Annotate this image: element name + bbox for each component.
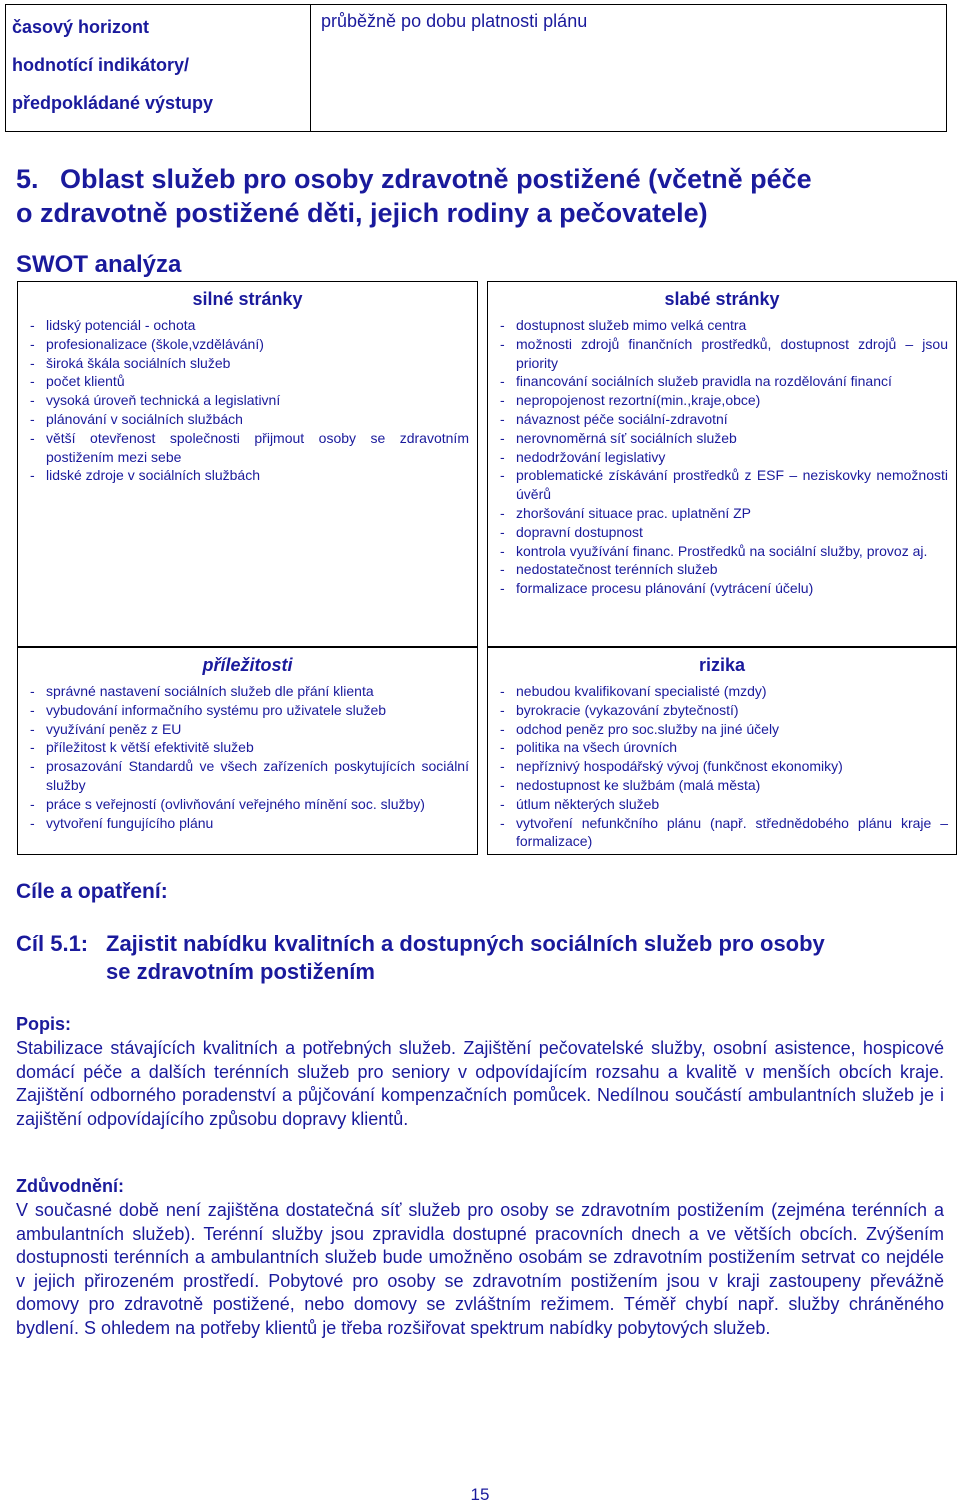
threat-item: - byrokracie (vykazování zbytečností) [500, 701, 948, 720]
zduvodneni-label: Zdůvodnění: [16, 1176, 124, 1196]
weakness-item: - zhoršování situace prac. uplatnění ZP [500, 504, 948, 523]
threat-item: - nepříznivý hospodářský vývoj (funkčnost ekonomiky) [500, 757, 948, 776]
outputs-label: předpokládané výstupy [12, 93, 214, 113]
goal-title-line2: se zdravotním postižením [106, 959, 375, 984]
swot-title: SWOT analýza [16, 251, 182, 278]
page-number: 15 [470, 1485, 490, 1504]
strength-item: - vysoká úroveň technická a legislativní [30, 391, 469, 410]
weakness-item: - nepropojenost rezortní(min.,kraje,obce) [500, 391, 948, 410]
strengths-box [17, 281, 478, 647]
header-right-cell: průběžně po dobu platnosti plánu [311, 5, 947, 132]
section-number: 5. [16, 164, 39, 194]
weakness-item: - formalizace procesu plánování (vytrácení účelu) [500, 579, 948, 598]
header-table [5, 4, 947, 132]
strength-item: - lidský potenciál - ochota [30, 316, 469, 335]
opportunities-box [17, 647, 478, 855]
strengths-title: silné stránky [192, 289, 303, 309]
threat-item: - útlum některých služeb [500, 795, 948, 814]
threats-list [488, 678, 956, 851]
goal-5-1 [16, 930, 946, 986]
opportunity-item: - vytvoření fungujícího plánu [30, 814, 469, 833]
weakness-item: - nerovnoměrná síť sociálních služeb [500, 429, 948, 448]
weaknesses-list [488, 312, 956, 598]
weakness-item: - možnosti zdrojů finančních prostředků, dostupnost zdrojů – jsou priority [500, 335, 948, 373]
opportunities-title: příležitosti [202, 655, 293, 675]
weakness-item: - dostupnost služeb mimo velká centra [500, 316, 948, 335]
goals-heading: Cíle a opatření: [16, 880, 168, 903]
goal-label: Cíl 5.1: [16, 931, 89, 956]
strength-item: - počet klientů [30, 372, 469, 391]
section-title-line2: o zdravotně postižené děti, jejich rodiny a pečovatele) [16, 198, 708, 228]
threats-title: rizika [698, 655, 746, 675]
header-left-cell [6, 5, 311, 132]
weakness-item: - dopravní dostupnost [500, 523, 948, 542]
opportunity-item: - příležitost k větší efektivitě služeb [30, 738, 469, 757]
section-title-line1: Oblast služeb pro osoby zdravotně postižené (včetně péče [60, 164, 812, 194]
threat-item: - vytvoření nefunkčního plánu (např. střednědobého plánu kraje – formalizace) [500, 814, 948, 852]
strength-item: - profesionalizace (škole,vzdělávání) [30, 335, 469, 354]
weakness-item: - financování sociálních služeb pravidla na rozdělování financí [500, 372, 948, 391]
time-horizon-label: časový horizont [12, 17, 150, 37]
opportunity-item: - správné nastavení sociálních služeb dle přání klienta [30, 682, 469, 701]
weakness-item: - návaznost péče sociální-zdravotní [500, 410, 948, 429]
weaknesses-box [487, 281, 957, 647]
strength-item: - lidské zdroje v sociálních službách [30, 466, 469, 485]
indicators-label: hodnotící indikátory/ [12, 55, 190, 75]
strength-item: - větší otevřenost společnosti přijmout osoby se zdravotním postižením mezi sebe [30, 429, 469, 467]
threat-item: - nedostupnost ke službám (malá města) [500, 776, 948, 795]
strengths-list [18, 312, 477, 485]
section-heading [16, 162, 946, 230]
weakness-item: - nedodržování legislativy [500, 448, 948, 467]
weakness-item: - kontrola využívání financ. Prostředků na sociální služby, provoz aj. [500, 542, 948, 561]
strength-item: - plánování v sociálních službách [30, 410, 469, 429]
threat-item: - nebudou kvalifikovaní specialisté (mzdy) [500, 682, 948, 701]
weakness-item: - nedostatečnost terénních služeb [500, 560, 948, 579]
weaknesses-title: slabé stránky [664, 289, 780, 309]
opportunity-item: - vybudování informačního systému pro uživatele služeb [30, 701, 469, 720]
popis-label: Popis: [16, 1014, 72, 1034]
opportunity-item: - práce s veřejností (ovlivňování veřejného mínění soc. služby) [30, 795, 469, 814]
threats-box [487, 647, 957, 855]
swot-table [17, 281, 957, 855]
opportunity-item: - využívání peněz z EU [30, 720, 469, 739]
goal-title-line1: Zajistit nabídku kvalitních a dostupných sociálních služeb pro osoby [106, 931, 825, 956]
strength-item: - široká škála sociálních služeb [30, 354, 469, 373]
opportunities-list [18, 678, 477, 832]
weakness-item: - problematické získávání prostředků z ESF – neziskovky nemožnosti úvěrů [500, 466, 948, 504]
threat-item: - odchod peněz pro soc.služby na jiné účely [500, 720, 948, 739]
popis-text: Stabilizace stávajících kvalitních a potřebných služeb. Zajištění pečovatelské služby, osobní asistence, hospicové domácí péče a dalších terénních služeb pro seniory v odpovídajícím rozsahu a kvalitě v menších obcích kraje. Zajištění odborného poradenství a půjčování kompenzačních pomůcek. Nedílnou součástí ambulantních služeb je i zajištění odpovídajícího způsobu dopravy klientů. [16, 1038, 944, 1129]
threat-item: - politika na všech úrovních [500, 738, 948, 757]
opportunity-item: - prosazování Standardů ve všech zařízeních poskytujících sociální služby [30, 757, 469, 795]
zduvodneni-text: V současné době není zajištěna dostatečná síť služeb pro osoby se zdravotním postižením (zejména terénních a ambulantních služeb). Terénní služby jsou zpravidla dostupné pracovních dnech a ve větších obcích. Zvýšením dostupnosti terénních a ambulantních služeb bude umožněno osobám se zdravotním postižením setrvat co nejdéle v jejich přirozeném prostředí. Pobytové pro osoby se zdravotním postižením jsou v kraji zastoupeny převážně domovy pro zdravotně postižené, nebo domovy se zvláštním režimem. Téměř chybí např. služby chráněného bydlení. S ohledem na potřeby klientů je třeba rozšiřovat spektrum nabídky pobytových služeb. [16, 1200, 944, 1338]
